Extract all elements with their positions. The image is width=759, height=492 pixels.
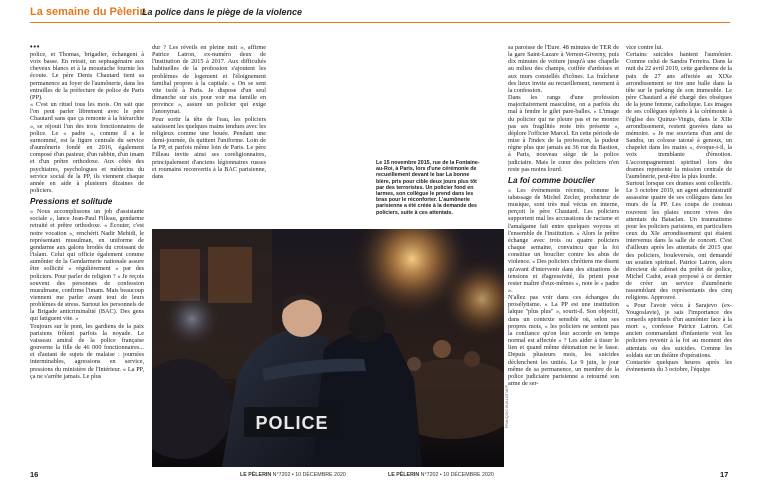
article-column-2 xyxy=(152,44,266,228)
police-vest-text: POLICE xyxy=(255,413,329,433)
officer-right-head xyxy=(349,307,385,343)
paragraph: « Nous accomplissons un job d'assistante sociale », lance Jean-Paul Filleau, gendarme retraité et prêtre orthodoxe. « Écouter, c'est notre vocation », renchérit Nadir Mehidi, le représentant musulman, en uniforme de gendarme aux galons brodés du croissant de l'islam. Celui qui officie également comme aumônier de la Gendarmerie nationale assure être sollicité « régulièrement » par des policiers. Pour parler de religion ? « Je reçois souvent des personnes de confession musulmane, confirme l'imam. Mais beaucoup viennent me parler avant tout de leurs problèmes de stress. Surtout les personnels de la Brigade anticriminalité (BAC). Des gens qui fatiguent vite. » xyxy=(30,208,144,323)
shop-window xyxy=(208,247,252,303)
article-column-4 xyxy=(626,44,732,466)
article-column-1 xyxy=(30,44,144,466)
paragraph: Dans les rangs d'une profession majoritairement masculine, on a parfois du mal à fendre le gilet pare-balles. « L'image du policier qui ne pleure pas et ne montre pas ses fragilités reste très présente », déplore l'officier Marcel. En cette période de mise à l'index de la profession, la pudeur règne plus que jamais au 36 rue du Bastion, à Paris, nouveau siège de la police judiciaire. Mais le cœur des policiers n'en reste pas moins lourd. xyxy=(508,94,619,173)
footer-brand: LE PÈLERIN xyxy=(240,472,272,478)
paragraph: police, et Thomas, brigadier, échangent à voix basse. En retrait, un septuagénaire aux cheveux blancs et à la moustache fournie les écoute. Le père Denis Chautard tient sa permanence au foyer de l'aumônerie, dans les entrailles de la préfecture de police de Paris (PP). xyxy=(30,51,144,101)
article-column-3 xyxy=(508,44,619,466)
subheading: Pressions et solitude xyxy=(30,197,113,207)
paragraph: vice contre lui. xyxy=(626,44,663,51)
paragraph: « Pour l'avoir vécu à Sarajevo (ex-Yougoslavie), je sais l'importance des conseils spirituels d'un aumônier face à la mort », confesse Patrice Latron. Cet ancien commandant d'infanterie voit les policiers revenir à la foi au moment des attentats ou des suicides. Comme les soldats sur un théâtre d'opérations. xyxy=(626,301,732,359)
page-header xyxy=(0,0,759,26)
article-photo xyxy=(152,229,504,467)
subheading: La foi comme bouclier xyxy=(508,175,595,185)
footer-issue: N°7202 • 10 DÉCEMBRE 2020 xyxy=(271,472,346,478)
section-brand xyxy=(30,6,146,18)
paragraph: Toujours sur le pont, les gardiens de la paix parisiens frôlent parfois la noyade. Le vaisseau amiral de la police française gouverne la fille de 46 000 fonctionnaires... et d'autant de sujets de malaise : journées interminables, agressions en service, pressions du ministère de l'Intérieur. « La PP, ça ne s'arrête jamais. Le plus xyxy=(30,322,144,380)
photo-credit: FRANÇOIS GUILLOT/AFP xyxy=(505,385,509,428)
page-number-left: 16 xyxy=(30,470,39,479)
paragraph: Surtout lorsque ces drames sont collectifs. Le 3 octobre 2019, un agent administratif assassine quatre de ses collègues dans les murs de la PP. Les coups de couteau rouvrent les plaies encore vives des attentats du Bataclan. Un traumatisme pour les policiers parisiens, en particuliers ceux du XIe arrondissement qui étaient intervenus dans la salle de concert. C'est d'ailleurs après les attentats de 2015 que des policiers, bouleversés, ont demandé un soutien spirituel. Patrice Latron, alors directeur de cabinet du préfet de police, Michel Cadot, avait proposé à ce dernier de créer un service d'aumônerie rassemblant des représentants des cinq religions. Approuvé. xyxy=(626,179,732,302)
paragraph: « C'est un rituel tous les mois. On sait que l'on peut parler librement avec le père Chautard sans que ça remonte à la hiérarchie », se réjouit l'un des trois fonctionnaires de police. Le « padre », comme il a le surnommé, est la figure centrale du service d'aumônerie fondé en 2016, également composé d'un pasteur, d'un rabbin, d'un imam et d'un prêtre orthodoxe. Aux côtés des psychiatres, psychologues et médecins du service social de la PP, ils viennent chaque année en aide à plusieurs dizaines de policiers. xyxy=(30,101,144,194)
paragraph: Contactée quelques heures après les événements du 3 octobre, l'équipe xyxy=(626,358,732,374)
brand-prefix: La semaine du xyxy=(30,6,110,18)
header-rule xyxy=(30,22,730,23)
bystander-head xyxy=(433,340,451,358)
street-light xyxy=(162,289,222,349)
paragraph: Pour sortir la tête de l'eau, les policiers saisissent les quelques mains tendues avec les religieux comme une bouée. Pendant une demi-journée, ils quittent l'uniforme. Loin de la PP, et parfois même loin de Paris. Le père Filleau invite ainsi ses coreligionnaires, principalement d'anciens légionnaires russes et roumains reconvertis à la BAC parisienne, dans xyxy=(152,115,266,180)
footer-right xyxy=(388,472,494,478)
footer-brand: LE PÈLERIN xyxy=(388,472,420,478)
photo-caption: Le 15 novembre 2015, rue de la Fontaine-au-Roi, à Paris, lors d'une cérémonie de recueillement devant le bar La bonne bière, pris pour cible deux jours plus tôt par des terroristes. Un policier fond en larmes, son collègue le prend dans les bras pour le réconforter. L'aumônerie parisienne a été créée à la demande des policiers, suite à ces attentats. xyxy=(376,160,480,216)
paragraph: « Les événements récents, comme le tabassage de Michel Zecler, producteur de musique, sont très mal vécus en interne, perçoit le père Chautard. Les policiers supportent mal les accusations de racisme et l'amalgame fait entre quelques voyous et l'ensemble de l'institution. » Alors le prêtre échange avec trois ou quatre policiers chaque semaine, convaincu que la foi constitue un bouclier contre les abus de violence. « Des policiers chrétiens me disent qu'avant d'intervenir dans des situations de tensions et d'agressivité, ils prient pour rester maître d'eux-mêmes », note le « padre ». xyxy=(508,186,619,294)
paragraph: sa paroisse de l'Eure. 48 minutes de TER de la gare Saint-Lazare à Vernon-Giverny, puis dix minutes de voiture jusqu'à une chapelle au milieu des champs, coiffée d'ardoises et aux murs constellés d'icônes. La fraîcheur des lieux invite au recueillement, rarement à la confession. xyxy=(508,44,619,94)
footer-issue: N°7202 • 10 DÉCEMBRE 2020 xyxy=(419,472,494,478)
section-title: La police dans le piège de la violence xyxy=(142,7,303,17)
bystander-head xyxy=(464,351,480,367)
page-number-right: 17 xyxy=(720,470,729,479)
paragraph: dur ? Les réveils en pleine nuit », affirme Patrice Latron, ex-numéro deux de l'institution de 2015 à 2017. Aux difficultés habituelles de la profession s'ajoutent les problèmes de logement et l'éloignement familial propres à la capitale. « On se sent vite isolé à Paris. Je dispose d'un seul dimanche sur six pour voir ma famille en province », assure un policier qui exige l'anonymat. xyxy=(152,44,266,116)
brand-name: Pèlerin xyxy=(109,6,147,18)
bystander-head xyxy=(407,357,421,371)
paragraph: N'allez pas voir dans ces échanges du prosélytisme. « La PP est une institution laïque "plus plus" », sourit-il. Son objectif, dans un contexte sensible où, selon ses propres mots, « les policiers ne sentent pas la confiance qu'on leur accorde en temps normal est affectée » ? Les aider à tisser le lien et quand même détonation ne le fasse. Depuis plusieurs mois, les suicides déclenchent les unités. Le 9 juin, le jour même de sa permanence, un membre de la police judiciaire parisienne a retourné son arme de ser- xyxy=(508,294,619,388)
footer-left xyxy=(240,472,346,478)
paragraph: Certains suicides hantent l'aumônier. Comme celui de Sandra Ferreira. Dans la nuit du 22 avril 2019, cette gardienne de la paix de 27 ans affectée au XIXe arrondissement se tire une balle dans la tête sur le parking de son immeuble. Le père Chautard a été chargé des obsèques de la jeune femme, catholique. Les images de ses collègues éplorés à la cérémonie à l'église des Quinze-Vingts, dans le XIIe arrondissement, restent gravées dans sa mémoire. « Je me souviens d'un ami de Sandra, un colosse tatoué à genoux, un chapelet dans les mains », évoque-t-il, la voix tremblante d'émotion. L'accompagnement spirituel lors des drames représente la mission centrale de l'aumônerie, peut-être la plus lourde. xyxy=(626,51,732,180)
continuation-dots: ••• xyxy=(30,44,41,51)
